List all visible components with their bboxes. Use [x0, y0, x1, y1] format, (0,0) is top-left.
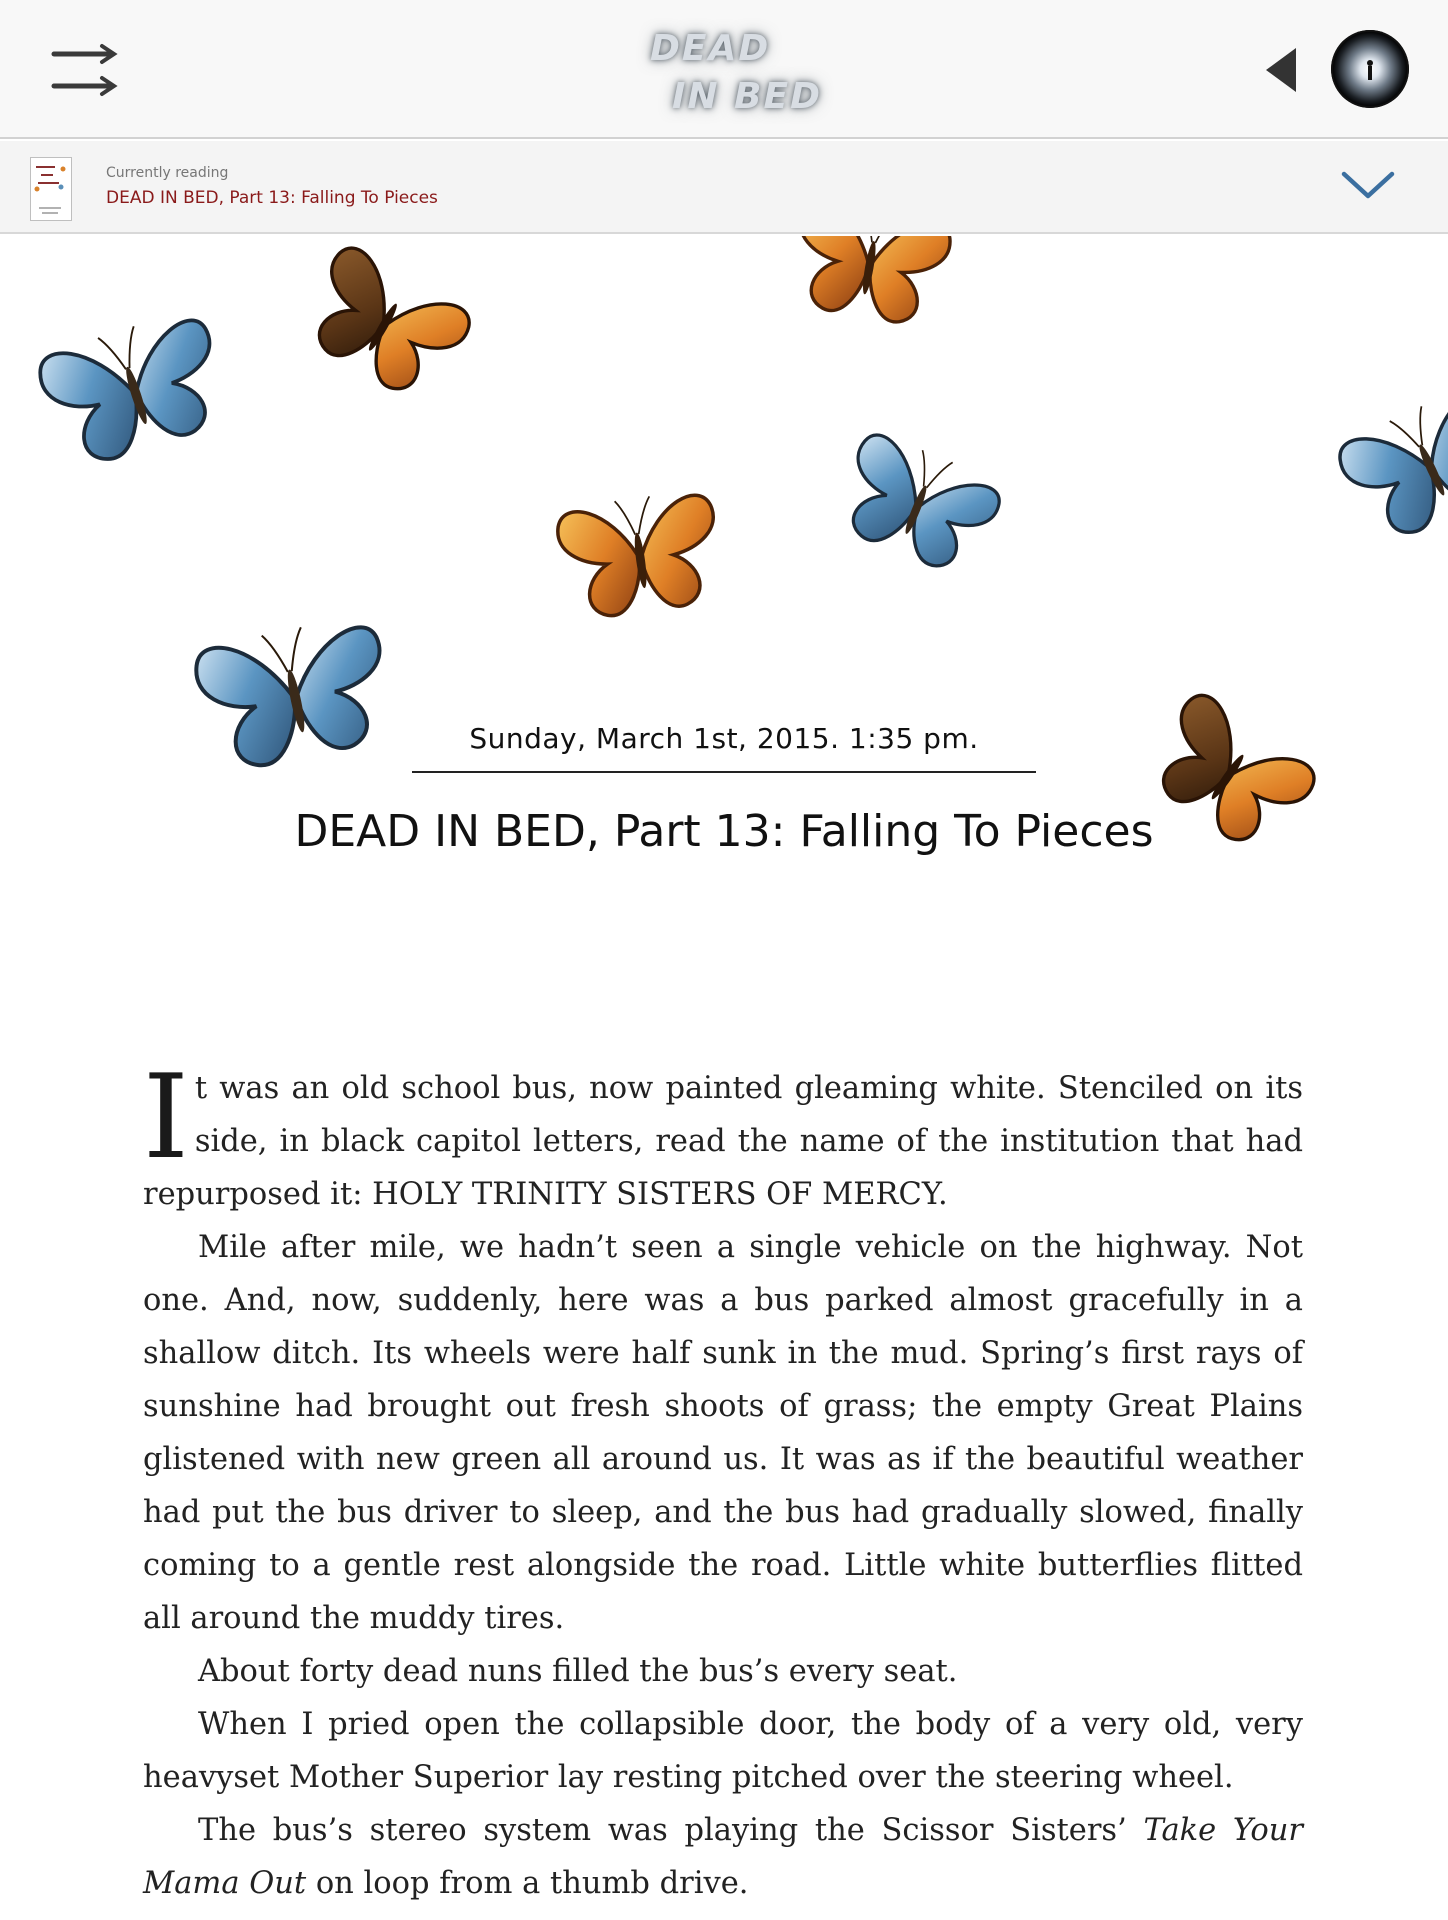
currently-reading-bar[interactable]	[0, 141, 1448, 234]
chapter-date: Sunday, March 1st, 2015. 1:35 pm.	[469, 722, 979, 755]
chevron-down-icon[interactable]	[1338, 162, 1398, 208]
paragraph	[143, 1050, 1303, 1221]
paragraph	[143, 1804, 1303, 1910]
song-title: Take Your Mama Out	[143, 1813, 1303, 1901]
menu-arrows-icon[interactable]	[46, 40, 124, 100]
date-divider	[412, 771, 1036, 773]
currently-reading-title[interactable]: DEAD IN BED, Part 13: Falling To Pieces	[106, 188, 438, 208]
butterfly-image	[278, 236, 493, 424]
back-triangle-icon[interactable]	[1262, 45, 1302, 95]
book-cover-icon	[30, 157, 72, 221]
paragraph: Mile after mile, we hadn’t seen a single vehicle on the highway. Not one. And, now, suddenly, here was a bus parked almost gracefully in a shallow ditch. Its wheels were half sunk in the mud. Spring’s first rays of sunshine had brought out fresh shoots of grass; the empty Great Plains glistened with new green all around us. It was as if the beautiful weather had put the bus driver to sleep, and the bus had gradually slowed, finally coming to a gentle rest alongside the road. Little white butterflies flitted all around the muddy tires.	[143, 1230, 1303, 1636]
butterfly-image	[181, 597, 410, 795]
logo-line-1: DEAD	[650, 28, 771, 69]
butterfly-image	[541, 474, 739, 638]
drop-cap: I	[143, 1050, 189, 1185]
butterfly-image	[21, 290, 248, 491]
paragraph-text: t was an old school bus, now painted gleaming white. Stenciled on its side, in black capitol letters, read the name of the institution that had repurposed it: HOLY TRINITY SISTERS OF MERCY.	[143, 1071, 1303, 1212]
butterfly-image	[1319, 365, 1448, 568]
top-navigation-bar	[0, 0, 1448, 139]
paragraph: About forty dead nuns filled the bus’s every seat.	[198, 1654, 958, 1689]
paragraph-text: on loop from a thumb drive.	[306, 1866, 749, 1901]
site-logo[interactable]	[620, 10, 830, 130]
logo-line-2: IN BED	[672, 76, 822, 117]
chapter-title: DEAD IN BED, Part 13: Falling To Pieces	[294, 806, 1154, 857]
paragraph-text: The bus’s stereo system was playing the Scissor Sisters’	[198, 1813, 1144, 1848]
paragraph: When I pried open the collapsible door, the body of a very old, very heavyset Mother Superior lay resting pitched over the steering wheel.	[143, 1707, 1303, 1795]
butterfly-image	[817, 415, 1019, 597]
butterfly-image	[775, 236, 966, 345]
article-body	[143, 1050, 1303, 1910]
butterflies-illustration	[0, 236, 1448, 876]
tunnel-figure-avatar[interactable]	[1331, 30, 1409, 108]
currently-reading-label: Currently reading	[106, 165, 229, 181]
